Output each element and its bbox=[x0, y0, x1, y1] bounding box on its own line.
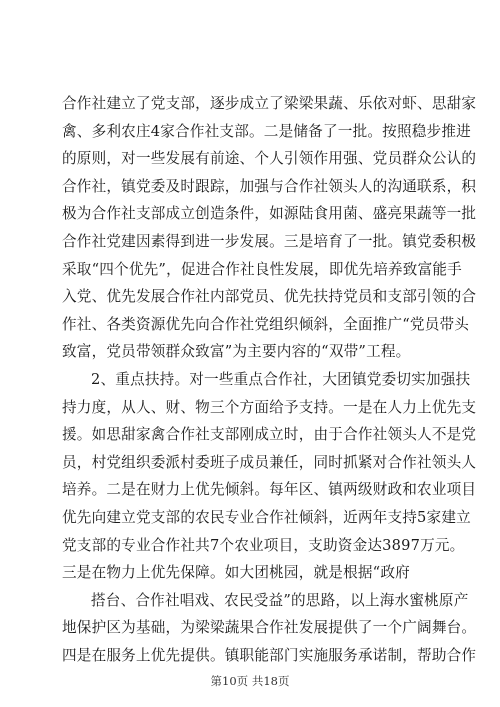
text-line: 优先向建立党支部的农民专业合作社倾斜，近两年支持5家建立 bbox=[62, 508, 471, 526]
text-line: 合作社党建因素得到进一步发展。三是培育了一批。镇党委积极 bbox=[62, 232, 477, 250]
text-line: 三是在物力上优先保障。如大团桃园，就是根据“政府 bbox=[62, 564, 410, 582]
document-body bbox=[62, 90, 477, 669]
text-line: 地保护区为基础，为梁梁蔬果合作社发展提供了一个广阔舞台。 bbox=[62, 619, 477, 637]
text-line: 极为合作社支部成立创造条件，如源陆食用菌、盛亮果蔬等一批 bbox=[62, 205, 477, 223]
text-line: 致富，党员带领群众致富”为主要内容的“双带”工程。 bbox=[62, 343, 411, 361]
text-line: 四是在服务上优先提供。镇职能部门实施服务承诺制，帮助合作 bbox=[62, 646, 477, 664]
text-line: 党支部的专业合作社共7个农业项目，支助资金达3897万元。 bbox=[62, 536, 465, 554]
text-line: 禽、多利农庄4家合作社支部。二是储备了一批。按照稳步推进 bbox=[62, 122, 471, 140]
text-line: 合作社，镇党委及时跟踪，加强与合作社领头人的沟通联系，积 bbox=[62, 177, 477, 195]
text-line: 作社、各类资源优先向合作社党组织倾斜，全面推广“党员带头 bbox=[62, 315, 470, 333]
text-line: 援。如思甜家禽合作社支部刚成立时，由于合作社领头人不是党 bbox=[62, 426, 477, 444]
paragraph-start-line: 搭台、合作社唱戏、农民受益”的思路，以上海水蜜桃原产 bbox=[91, 591, 469, 609]
text-line: 入党、优先发展合作社内部党员、优先扶持党员和支部引领的合 bbox=[62, 288, 477, 306]
page-number-footer: 第10页 共18页 bbox=[210, 674, 290, 688]
paragraph-start-line: 2、重点扶持。对一些重点合作社，大团镇党委切实加强扶 bbox=[91, 370, 471, 388]
text-line: 持力度，从人、财、物三个方面给予支持。一是在人力上优先支 bbox=[62, 398, 477, 416]
text-line: 合作社建立了党支部，逐步成立了梁梁果蔬、乐依对虾、思甜家 bbox=[62, 95, 477, 112]
text-line: 培养。二是在财力上优先倾斜。每年区、镇两级财政和农业项目 bbox=[62, 481, 477, 499]
text-line: 采取“四个优先”，促进合作社良性发展，即优先培养致富能手 bbox=[62, 260, 462, 278]
text-line: 的原则，对一些发展有前途、个人引领作用强、党员群众公认的 bbox=[62, 150, 477, 168]
text-line: 员，村党组织委派村委班子成员兼任，同时抓紧对合作社领头人 bbox=[62, 453, 477, 471]
